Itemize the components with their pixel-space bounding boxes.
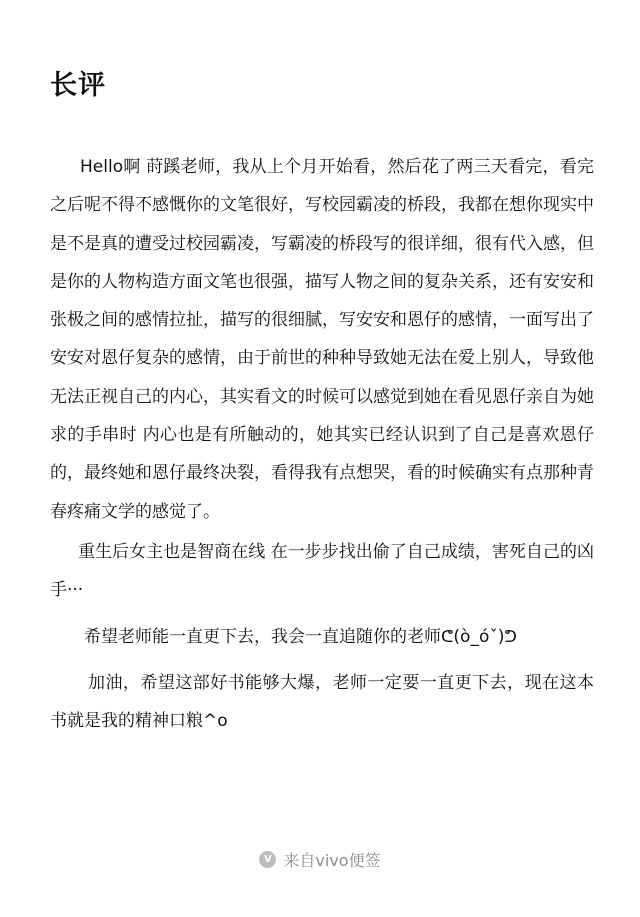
paragraph-rebirth: 重生后女主也是智商在线 在一步步找出偷了自己成绩，害死自己的凶手···: [50, 541, 594, 601]
note-body: [50, 148, 594, 740]
paragraph-cheer: 加油，希望这部好书能够大爆，老师一定要一直更下去，现在这本书就是我的精神口粮^o: [50, 672, 594, 732]
paragraph-review: Hello啊 莳蹊老师，我从上个月开始看，然后花了两三天看完，看完之后呢不得不感慨你的文笔很好，写校园霸凌的桥段，我都在想你现实中是不是真的遭受过校园霸凌，写霸凌的桥段写的很详细，很有代入感，但是你的人物构造方面文笔也很强，描写人物之间的复杂关系，还有安安和张极之间的感情拉扯，描写的很细腻，写安安和恩仔的感情，一面写出了安安对恩仔复杂的感情，由于前世的种种导致她无法在爱上别人，导致他无法正视自己的内心，其实看文的时候可以感觉到她在看见恩仔亲自为她求的手串时 内心也是有所触动的，她其实已经认识到了自己是喜欢恩仔的，最终她和恩仔最终决裂，看得我有点想哭，看的时候确实有点那种青春疼痛文学的感觉了。: [50, 157, 594, 522]
page-title: 长评: [50, 70, 106, 101]
footer-text: 来自vivo便签: [283, 851, 381, 870]
vivo-logo-icon: V: [259, 851, 276, 868]
paragraph-hope: 希望老师能一直更下去，我会一直追随你的老师ᕦ(ò_óˇ)ᕤ: [84, 626, 517, 647]
footer-source: [0, 848, 640, 871]
